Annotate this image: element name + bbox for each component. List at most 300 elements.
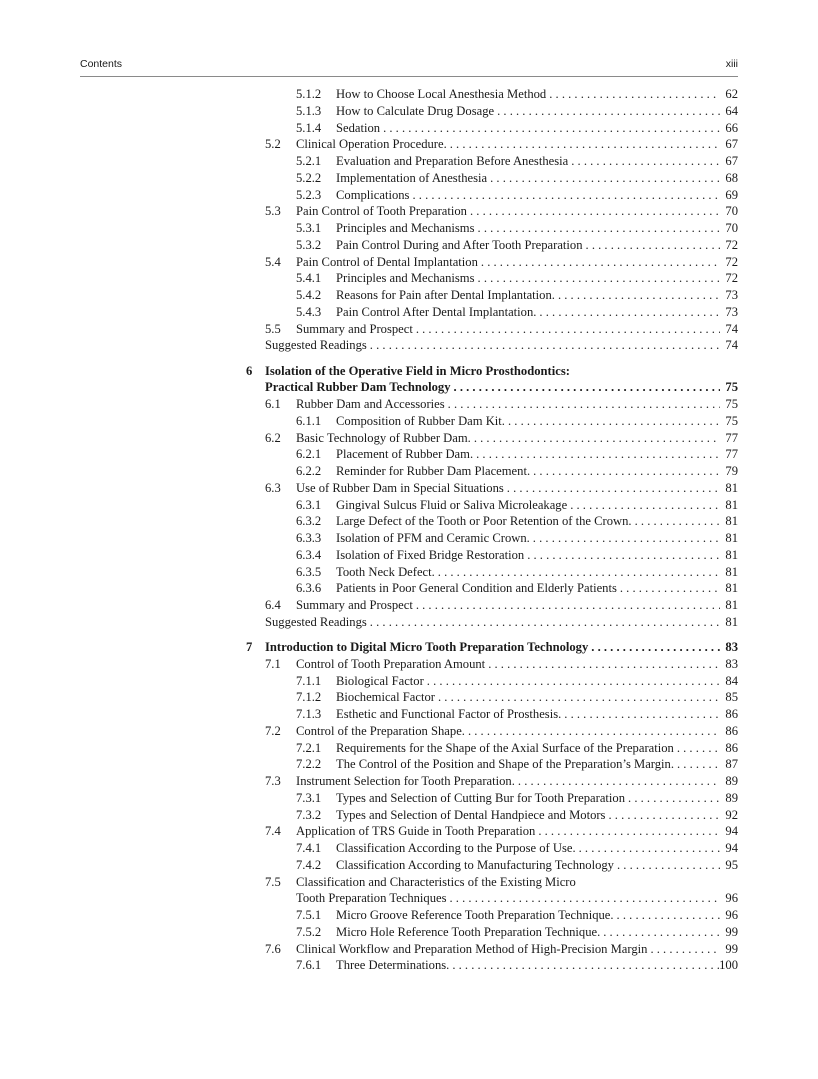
toc-entry-page: 81 bbox=[725, 581, 738, 596]
toc-entry-title: Large Defect of the Tooth or Poor Retention of the Crown. bbox=[336, 514, 632, 529]
toc-entry-line bbox=[336, 689, 738, 706]
toc-entry-number: 5.5 bbox=[265, 321, 281, 336]
dot-leader bbox=[424, 673, 720, 690]
toc-entry-page: 70 bbox=[725, 204, 738, 219]
toc-entry-number: 6.2.2 bbox=[296, 464, 322, 478]
dot-leader bbox=[614, 907, 720, 924]
toc-entry-page: 89 bbox=[725, 790, 738, 805]
toc-entry-line bbox=[265, 363, 738, 380]
toc-entry-page: 77 bbox=[725, 447, 738, 462]
toc-entry-line bbox=[336, 547, 738, 564]
toc-entry-title: Types and Selection of Cutting Bur for Tooth Preparation bbox=[336, 790, 626, 805]
running-head-section: Contents bbox=[80, 58, 123, 70]
toc-entry-line bbox=[336, 497, 738, 514]
toc-entry-line bbox=[336, 220, 738, 237]
toc-entry[interactable] bbox=[0, 580, 818, 597]
dot-leader bbox=[478, 254, 720, 271]
toc-entry-line bbox=[336, 270, 738, 287]
dot-leader bbox=[413, 597, 720, 614]
toc-entry-number: 7.5.2 bbox=[296, 924, 322, 939]
toc-entry[interactable] bbox=[0, 86, 818, 103]
toc-entry-title: Control of the Preparation Shape. bbox=[296, 723, 465, 738]
dot-leader bbox=[674, 756, 720, 773]
toc-entry-number: 7.6.1 bbox=[296, 958, 322, 973]
toc-entry-number: 7.4.1 bbox=[296, 841, 322, 855]
toc-entry-title: Use of Rubber Dam in Special Situations bbox=[296, 480, 504, 495]
dot-leader bbox=[413, 321, 720, 338]
toc-entry-line bbox=[296, 480, 738, 497]
toc-entry-title: Reasons for Pain after Dental Implantation. bbox=[336, 288, 555, 302]
toc-entry[interactable] bbox=[0, 120, 818, 137]
toc-entry-page: 99 bbox=[725, 924, 738, 939]
toc-entry[interactable] bbox=[0, 656, 818, 673]
toc-entry[interactable] bbox=[0, 187, 818, 204]
toc-entry-line bbox=[296, 723, 738, 740]
toc-entry-number: 5.1.2 bbox=[296, 87, 322, 101]
running-head bbox=[80, 58, 738, 74]
toc-entry-title: Summary and Prospect bbox=[296, 321, 413, 336]
dot-leader bbox=[447, 136, 720, 153]
toc-entry-line bbox=[336, 840, 738, 857]
toc-entry-page: 72 bbox=[725, 254, 738, 269]
toc-entry-number: 7.2.2 bbox=[296, 757, 322, 772]
toc-entry-page: 84 bbox=[725, 673, 738, 688]
toc-entry[interactable] bbox=[0, 689, 818, 706]
dot-leader bbox=[447, 890, 721, 907]
toc-entry-title: Summary and Prospect bbox=[296, 598, 413, 612]
toc-entry-number: 7.4.2 bbox=[296, 857, 322, 872]
toc-entry[interactable] bbox=[0, 740, 818, 757]
toc-entry[interactable] bbox=[0, 480, 818, 497]
toc-entry-line bbox=[336, 924, 738, 941]
toc-entry-title: Control of Tooth Preparation Amount bbox=[296, 656, 486, 671]
toc-entry-line bbox=[336, 120, 738, 137]
toc-entry-page: 62 bbox=[725, 87, 738, 101]
toc-entry-page: 86 bbox=[725, 723, 738, 738]
toc-entry-title: Classification According to the Purpose of Use. bbox=[336, 841, 576, 855]
dot-leader bbox=[435, 564, 720, 581]
dot-leader bbox=[568, 153, 720, 170]
toc-entry-line bbox=[265, 379, 738, 396]
toc-entry-number: 5.3.1 bbox=[296, 221, 322, 235]
dot-leader bbox=[576, 840, 720, 857]
toc-entry-title: Types and Selection of Dental Handpiece and Motors bbox=[336, 807, 606, 822]
toc-entry-page: 87 bbox=[725, 757, 738, 772]
toc-entry-number: 5.1.3 bbox=[296, 103, 322, 118]
dot-leader bbox=[614, 857, 720, 874]
toc-entry[interactable] bbox=[0, 564, 818, 581]
dot-leader bbox=[494, 103, 720, 120]
toc-chapter-entry[interactable] bbox=[0, 639, 818, 656]
toc-entry-number: 7.4 bbox=[265, 824, 281, 839]
toc-entry-line bbox=[336, 564, 738, 581]
toc-entry-title: Classification According to Manufacturing Technology bbox=[336, 857, 614, 872]
dot-leader bbox=[632, 513, 720, 530]
toc-entry-title: Suggested Readings bbox=[265, 614, 367, 629]
dot-leader bbox=[435, 689, 720, 706]
toc-entry-number: 7.3 bbox=[265, 774, 281, 788]
toc-entry-number: 5.4.2 bbox=[296, 288, 322, 302]
toc-entry-title: Basic Technology of Rubber Dam. bbox=[296, 430, 471, 445]
toc-entry-line bbox=[296, 430, 738, 447]
toc-entry-title: Patients in Poor General Condition and Elderly Patients bbox=[336, 581, 617, 596]
toc-entry[interactable] bbox=[0, 840, 818, 857]
toc-entry[interactable] bbox=[0, 614, 818, 631]
toc-entry-line bbox=[336, 513, 738, 530]
toc-entry-number: 7.3.2 bbox=[296, 807, 322, 822]
toc-entry[interactable] bbox=[0, 513, 818, 530]
toc-entry-number: 6.2.1 bbox=[296, 447, 322, 462]
toc-entry-number: 5.1.4 bbox=[296, 120, 322, 135]
toc-entry-number: 7.5 bbox=[265, 874, 281, 889]
dot-leader bbox=[674, 740, 720, 757]
toc-entry-line bbox=[336, 446, 738, 463]
toc-entry[interactable] bbox=[0, 413, 818, 430]
toc-entry-number: 7.1.3 bbox=[296, 707, 322, 721]
toc-entry[interactable] bbox=[0, 220, 818, 237]
toc-entry-line bbox=[336, 807, 738, 824]
toc-entry-line bbox=[296, 396, 738, 413]
toc-entry-title: Micro Groove Reference Tooth Preparation Technique. bbox=[336, 908, 614, 922]
toc-entry-number: 5.2.3 bbox=[296, 187, 322, 202]
dot-leader bbox=[583, 237, 720, 254]
toc-entry-number: 6.3.5 bbox=[296, 564, 322, 579]
toc-entry-page: 85 bbox=[725, 690, 738, 705]
toc-entry-number: 5.2.1 bbox=[296, 154, 322, 168]
toc-entry-title: How to Choose Local Anesthesia Method bbox=[336, 87, 547, 101]
toc-entry-line bbox=[296, 773, 738, 790]
toc-entry-number: 6.3.3 bbox=[296, 531, 322, 545]
toc-chapter-entry[interactable] bbox=[0, 363, 818, 380]
toc-entry-title: Evaluation and Preparation Before Anesthesia bbox=[336, 154, 569, 168]
toc-entry-line bbox=[336, 413, 738, 430]
toc-entry-line bbox=[336, 857, 738, 874]
toc-entry-number: 7 bbox=[246, 640, 253, 654]
toc-entry-page: 94 bbox=[725, 841, 738, 855]
dot-leader bbox=[505, 413, 720, 430]
dot-leader bbox=[467, 203, 720, 220]
toc-entry-line bbox=[336, 756, 738, 773]
toc-entry[interactable] bbox=[0, 337, 818, 354]
toc-entry[interactable] bbox=[0, 706, 818, 723]
dot-leader bbox=[475, 220, 720, 237]
toc-entry-page: 66 bbox=[725, 120, 738, 135]
toc-entry-title: Pain Control During and After Tooth Preparation bbox=[336, 237, 583, 252]
toc-entry[interactable] bbox=[0, 823, 818, 840]
header-rule bbox=[80, 76, 738, 77]
toc-entry-line bbox=[336, 86, 738, 103]
dot-leader bbox=[561, 706, 720, 723]
toc-entry[interactable] bbox=[0, 446, 818, 463]
toc-entry-title: Micro Hole Reference Tooth Preparation Technique. bbox=[336, 924, 601, 939]
dot-leader bbox=[647, 941, 720, 958]
toc-entry-line bbox=[265, 614, 738, 631]
toc-entry-title: Requirements for the Shape of the Axial Surface of the Preparation bbox=[336, 740, 674, 755]
toc-entry-line bbox=[336, 153, 738, 170]
toc-entry-page: 75 bbox=[725, 397, 738, 411]
toc-entry-line bbox=[336, 673, 738, 690]
toc-entry-title: Clinical Operation Procedure. bbox=[296, 137, 447, 152]
dot-leader bbox=[515, 773, 720, 790]
toc-entry[interactable] bbox=[0, 254, 818, 271]
toc-entry-title: Application of TRS Guide in Tooth Preparation bbox=[296, 824, 536, 839]
toc-entry-line bbox=[336, 170, 738, 187]
dot-leader bbox=[487, 170, 720, 187]
toc-entry-line bbox=[336, 790, 738, 807]
dot-leader bbox=[524, 547, 720, 564]
toc-entry[interactable] bbox=[0, 723, 818, 740]
toc-entry-title: Isolation of Fixed Bridge Restoration bbox=[336, 547, 525, 562]
toc-entry[interactable] bbox=[0, 379, 818, 396]
toc-entry-title: Suggested Readings bbox=[265, 338, 367, 353]
toc-entry[interactable] bbox=[0, 136, 818, 153]
toc-entry-page: 99 bbox=[725, 941, 738, 956]
toc-entry-title: Isolation of PFM and Ceramic Crown. bbox=[336, 531, 530, 545]
toc-entry-title: Isolation of the Operative Field in Micro Prosthodontics: bbox=[265, 363, 570, 378]
toc-entry[interactable] bbox=[0, 530, 818, 547]
toc-entry-page: 68 bbox=[725, 170, 738, 185]
toc-entry-number: 6.4 bbox=[265, 598, 281, 612]
dot-leader bbox=[536, 304, 720, 321]
toc-entry-page: 74 bbox=[725, 321, 738, 336]
toc-entry-page: 81 bbox=[725, 564, 738, 579]
toc-entry-line bbox=[336, 907, 738, 924]
toc-entry-title: Tooth Preparation Techniques bbox=[296, 891, 447, 906]
toc-entry-number: 6.3.4 bbox=[296, 547, 322, 562]
toc-entry-page: 73 bbox=[725, 288, 738, 302]
toc-entry-title: Classification and Characteristics of the Existing Micro bbox=[296, 874, 576, 889]
toc-entry-page: 96 bbox=[725, 891, 738, 906]
toc-entry-title: Reminder for Rubber Dam Placement. bbox=[336, 464, 531, 478]
toc-entry[interactable] bbox=[0, 463, 818, 480]
toc-entry-number: 7.6 bbox=[265, 941, 281, 956]
toc-entry-line bbox=[296, 890, 738, 907]
toc-entry-page: 96 bbox=[725, 908, 738, 922]
toc-entry[interactable] bbox=[0, 941, 818, 958]
toc-entry-line bbox=[336, 706, 738, 723]
toc-entry-number: 6.1 bbox=[265, 397, 281, 411]
toc-entry-page: 64 bbox=[725, 103, 738, 118]
toc-entry-title: Introduction to Digital Micro Tooth Preparation Technology bbox=[265, 640, 589, 654]
toc-entry-title: Three Determinations. bbox=[336, 958, 450, 973]
toc-entry-number: 6.3.2 bbox=[296, 514, 322, 529]
toc-entry-line bbox=[296, 254, 738, 271]
toc-entry[interactable] bbox=[0, 103, 818, 120]
dot-leader bbox=[567, 497, 720, 514]
toc-entry-number: 6 bbox=[246, 363, 253, 378]
toc-entry-page: 69 bbox=[725, 187, 738, 202]
toc-entry-title: Composition of Rubber Dam Kit. bbox=[336, 413, 505, 428]
toc-entry-line bbox=[336, 103, 738, 120]
toc-entry-title: Principles and Mechanisms bbox=[336, 271, 475, 286]
table-of-contents bbox=[0, 86, 818, 974]
toc-entry-page: 86 bbox=[725, 707, 738, 721]
toc-entry-number: 7.2 bbox=[265, 723, 281, 738]
toc-entry-number: 6.3.6 bbox=[296, 581, 322, 596]
toc-entry-number: 6.3 bbox=[265, 480, 281, 495]
dot-leader bbox=[445, 396, 720, 413]
toc-entry-number: 5.3.2 bbox=[296, 237, 322, 252]
toc-entry[interactable] bbox=[0, 237, 818, 254]
toc-entry-line bbox=[336, 187, 738, 204]
toc-entry-page: 83 bbox=[725, 656, 738, 671]
dot-leader bbox=[617, 580, 720, 597]
toc-entry-number: 7.1.1 bbox=[296, 673, 322, 688]
dot-leader bbox=[367, 614, 720, 631]
toc-entry[interactable] bbox=[0, 756, 818, 773]
toc-entry-line bbox=[336, 580, 738, 597]
toc-entry-page: 94 bbox=[725, 824, 738, 839]
toc-entry-page: 81 bbox=[725, 497, 738, 512]
toc-entry-title: Tooth Neck Defect. bbox=[336, 564, 435, 579]
toc-entry-page: 70 bbox=[725, 221, 738, 235]
toc-entry-page: 81 bbox=[725, 547, 738, 562]
toc-entry[interactable] bbox=[0, 547, 818, 564]
toc-entry-title: How to Calculate Drug Dosage bbox=[336, 103, 495, 118]
toc-entry-number: 5.2.2 bbox=[296, 170, 322, 185]
toc-entry-page: 83 bbox=[725, 640, 738, 654]
toc-entry[interactable] bbox=[0, 321, 818, 338]
toc-entry[interactable] bbox=[0, 890, 818, 907]
toc-entry-line bbox=[336, 957, 738, 974]
toc-entry-title: The Control of the Position and Shape of the Preparation’s Margin. bbox=[336, 757, 674, 772]
toc-entry-number: 5.4.1 bbox=[296, 271, 322, 286]
toc-entry-number: 5.2 bbox=[265, 137, 281, 152]
toc-entry[interactable] bbox=[0, 153, 818, 170]
toc-entry-number: 7.2.1 bbox=[296, 740, 322, 755]
toc-entry-title: Rubber Dam and Accessories bbox=[296, 397, 445, 411]
toc-entry-page: 92 bbox=[725, 807, 738, 822]
toc-entry-title: Pain Control After Dental Implantation. bbox=[336, 304, 537, 319]
toc-entry-number: 6.3.1 bbox=[296, 497, 322, 512]
dot-leader bbox=[588, 639, 720, 656]
toc-entry[interactable] bbox=[0, 857, 818, 874]
dot-leader bbox=[449, 957, 719, 974]
toc-entry-page: 81 bbox=[725, 598, 738, 612]
toc-entry[interactable] bbox=[0, 304, 818, 321]
toc-entry[interactable] bbox=[0, 924, 818, 941]
dot-leader bbox=[451, 379, 720, 396]
toc-entry-page: 72 bbox=[725, 271, 738, 286]
dot-leader bbox=[367, 337, 720, 354]
toc-entry-page: 77 bbox=[725, 430, 738, 445]
dot-leader bbox=[625, 790, 720, 807]
dot-leader bbox=[409, 187, 720, 204]
dot-leader bbox=[473, 446, 720, 463]
toc-entry-line bbox=[336, 237, 738, 254]
toc-entry[interactable] bbox=[0, 270, 818, 287]
toc-entry-title: Pain Control of Tooth Preparation bbox=[296, 204, 467, 219]
toc-entry-line bbox=[296, 941, 738, 958]
dot-leader bbox=[605, 807, 720, 824]
toc-entry-line bbox=[336, 463, 738, 480]
dot-leader bbox=[600, 924, 720, 941]
toc-entry-line bbox=[296, 136, 738, 153]
dot-leader bbox=[471, 430, 720, 447]
toc-entry-page: 100 bbox=[719, 958, 738, 973]
toc-entry-number: 7.1.2 bbox=[296, 690, 322, 705]
toc-entry[interactable] bbox=[0, 287, 818, 304]
toc-entry[interactable] bbox=[0, 790, 818, 807]
section-gap bbox=[0, 354, 818, 363]
toc-entry-line bbox=[336, 740, 738, 757]
toc-entry-number: 6.1.1 bbox=[296, 413, 322, 428]
toc-entry-title: Placement of Rubber Dam. bbox=[336, 447, 474, 462]
toc-entry-page: 95 bbox=[725, 857, 738, 872]
toc-entry-number: 7.5.1 bbox=[296, 908, 322, 922]
toc-entry-page: 74 bbox=[725, 338, 738, 353]
toc-entry-title: Esthetic and Functional Factor of Prosthesis. bbox=[336, 707, 562, 721]
toc-entry-page: 67 bbox=[725, 154, 738, 168]
toc-entry-page: 75 bbox=[725, 413, 738, 428]
toc-entry-page: 72 bbox=[725, 237, 738, 252]
toc-entry-line bbox=[296, 656, 738, 673]
toc-entry-page: 79 bbox=[725, 464, 738, 478]
dot-leader bbox=[555, 287, 720, 304]
toc-entry-title: Sedation bbox=[336, 120, 381, 135]
toc-entry-line bbox=[265, 337, 738, 354]
toc-entry[interactable] bbox=[0, 497, 818, 514]
toc-entry-number: 5.4 bbox=[265, 254, 281, 269]
toc-entry-line bbox=[296, 597, 738, 614]
dot-leader bbox=[380, 120, 720, 137]
page-number: xiii bbox=[725, 58, 738, 70]
toc-entry-line bbox=[336, 287, 738, 304]
toc-entry[interactable] bbox=[0, 907, 818, 924]
toc-entry-line bbox=[265, 639, 738, 656]
toc-entry-title: Clinical Workflow and Preparation Method of High-Precision Margin bbox=[296, 941, 648, 956]
toc-entry-page: 73 bbox=[725, 304, 738, 319]
toc-entry-number: 6.2 bbox=[265, 430, 281, 445]
toc-entry-line bbox=[336, 530, 738, 547]
toc-entry-title: Instrument Selection for Tooth Preparation. bbox=[296, 774, 515, 788]
toc-entry[interactable] bbox=[0, 673, 818, 690]
dot-leader bbox=[530, 463, 720, 480]
toc-entry[interactable] bbox=[0, 170, 818, 187]
toc-entry-number: 7.3.1 bbox=[296, 790, 322, 805]
toc-entry[interactable] bbox=[0, 203, 818, 220]
toc-entry-line bbox=[296, 874, 738, 891]
dot-leader bbox=[475, 270, 720, 287]
toc-entry-page: 81 bbox=[725, 531, 738, 545]
dot-leader bbox=[535, 823, 720, 840]
toc-entry-number: 7.1 bbox=[265, 656, 281, 671]
toc-entry-line bbox=[296, 321, 738, 338]
toc-entry[interactable] bbox=[0, 957, 818, 974]
toc-entry-line bbox=[336, 304, 738, 321]
dot-leader bbox=[546, 86, 720, 103]
toc-entry[interactable] bbox=[0, 874, 818, 891]
dot-leader bbox=[530, 530, 720, 547]
toc-entry[interactable] bbox=[0, 807, 818, 824]
toc-entry[interactable] bbox=[0, 773, 818, 790]
toc-entry[interactable] bbox=[0, 396, 818, 413]
toc-entry-title: Complications bbox=[336, 187, 410, 202]
toc-entry-page: 86 bbox=[725, 740, 738, 755]
toc-entry-page: 75 bbox=[725, 380, 738, 395]
toc-entry[interactable] bbox=[0, 597, 818, 614]
toc-entry-title: Implementation of Anesthesia bbox=[336, 170, 488, 185]
toc-entry-page: 81 bbox=[725, 480, 738, 495]
toc-entry[interactable] bbox=[0, 430, 818, 447]
toc-entry-title: Pain Control of Dental Implantation bbox=[296, 254, 478, 269]
dot-leader bbox=[504, 480, 720, 497]
toc-entry-page: 81 bbox=[725, 514, 738, 529]
toc-entry-page: 89 bbox=[725, 774, 738, 788]
dot-leader bbox=[485, 656, 720, 673]
toc-entry-title: Biochemical Factor bbox=[336, 690, 435, 705]
toc-entry-number: 5.4.3 bbox=[296, 304, 322, 319]
